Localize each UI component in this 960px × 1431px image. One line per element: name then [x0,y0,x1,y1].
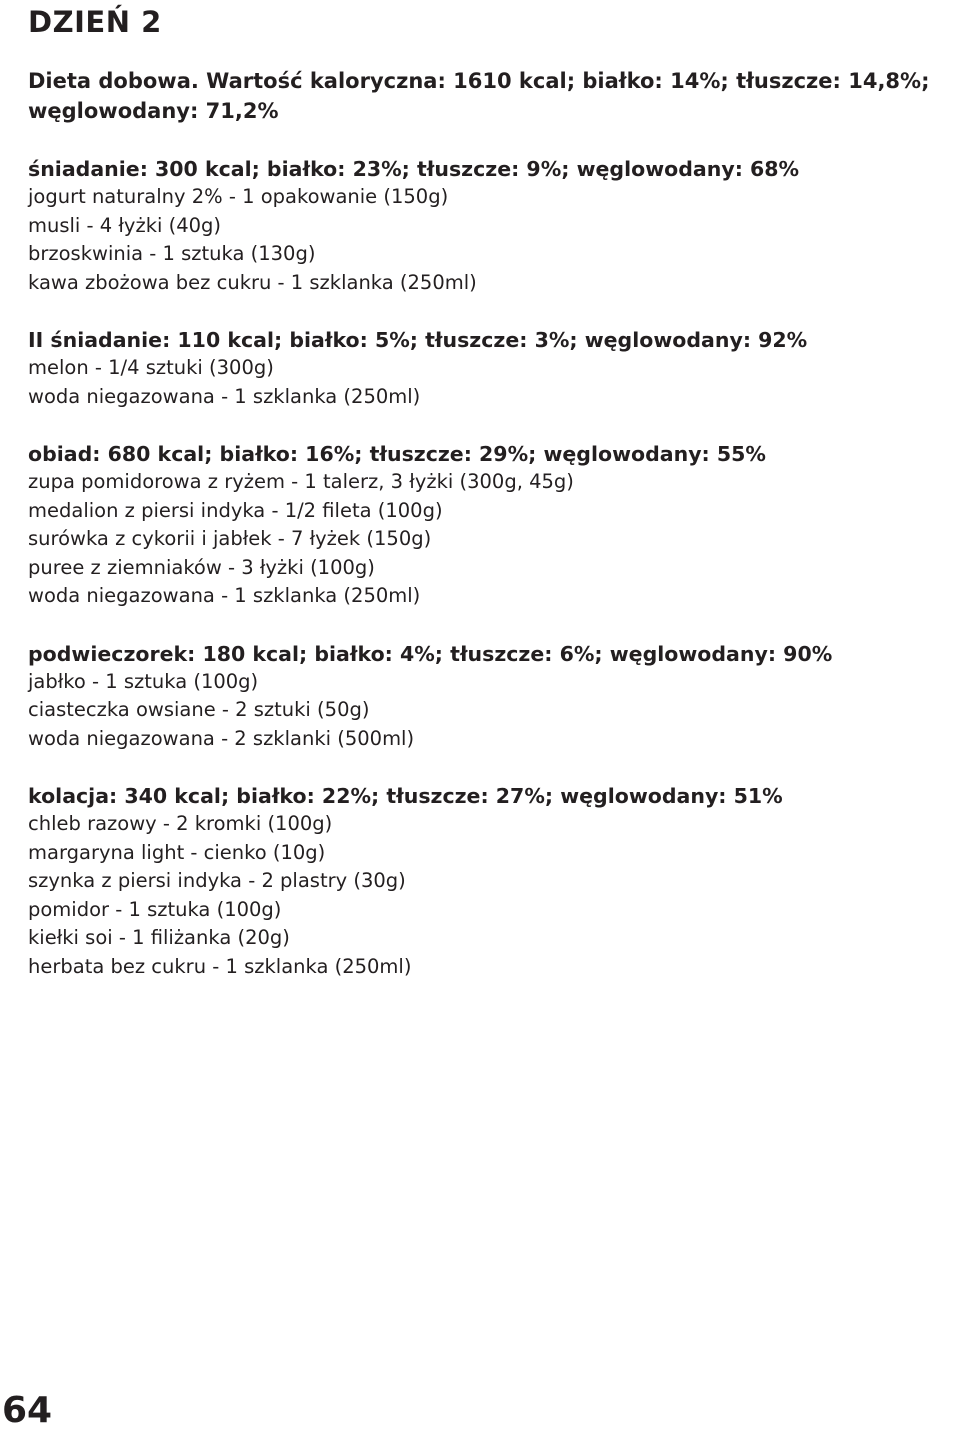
spacer [28,411,948,440]
meal-item: zupa pomidorowa z ryżem - 1 talerz, 3 łyżki (300g, 45g) [28,470,574,493]
meal-item: surówka z cykorii i jabłek - 7 łyżek (150g) [28,527,432,550]
meal-dinner [28,782,948,981]
meal-item: brzoskwinia - 1 sztuka (130g) [28,242,316,265]
meal-item: puree z ziemniaków - 3 łyżki (100g) [28,555,375,579]
meal-item: kiełki soi - 1 filiżanka (20g) [28,926,290,949]
diet-plan [28,66,948,981]
meal-heading: II śniadanie: 110 kcal; białko: 5%; tłuszcze: 3%; węglowodany: 92% [28,328,808,352]
meal-item: kawa zbożowa bez cukru - 1 szklanka (250ml) [28,270,477,294]
meal-item: szynka z piersi indyka - 2 plastry (30g) [28,869,406,892]
meal-item: woda niegazowana - 1 szklanka (250ml) [28,584,421,607]
meal-item: jabłko - 1 sztuka (100g) [28,669,259,693]
meal-breakfast [28,155,948,297]
meal-item: chleb razowy - 2 kromki (100g) [28,812,333,835]
meal-item: ciasteczka owsiane - 2 sztuki (50g) [28,698,370,721]
meal-item: medalion z piersi indyka - 1/2 fileta (100g) [28,498,443,522]
meal-heading: kolacja: 340 kcal; białko: 22%; tłuszcze: 27%; węglowodany: 51% [28,784,783,808]
meal-heading: podwieczorek: 180 kcal; białko: 4%; tłuszcze: 6%; węglowodany: 90% [28,641,833,666]
meal-item: margaryna light - cienko (10g) [28,840,326,864]
spacer [28,297,948,326]
meal-item: woda niegazowana - 2 szklanki (500ml) [28,726,415,750]
daily-summary: Dieta dobowa. Wartość kaloryczna: 1610 kcal; białko: 14%; tłuszcze: 14,8%; węglowodany: 71,2% [28,69,930,123]
meal-lunch [28,440,948,611]
page-number: 64 [2,1390,53,1431]
meal-item: musli - 4 łyżki (40g) [28,213,222,237]
meal-second-breakfast [28,326,948,411]
meal-item: jogurt naturalny 2% - 1 opakowanie (150g) [28,185,449,208]
spacer [28,611,948,640]
spacer [28,126,948,155]
page-title: DZIEŃ 2 [28,5,162,39]
spacer [28,753,948,782]
meal-item: herbata bez cukru - 1 szklanka (250ml) [28,954,412,978]
meal-item: melon - 1/4 sztuki (300g) [28,356,274,379]
meal-afternoon-snack [28,640,948,754]
meal-heading: śniadanie: 300 kcal; białko: 23%; tłuszcze: 9%; węglowodany: 68% [28,157,800,181]
meal-heading: obiad: 680 kcal; białko: 16%; tłuszcze: 29%; węglowodany: 55% [28,442,766,466]
meal-item: woda niegazowana - 1 szklanka (250ml) [28,384,421,408]
meal-item: pomidor - 1 sztuka (100g) [28,897,282,921]
